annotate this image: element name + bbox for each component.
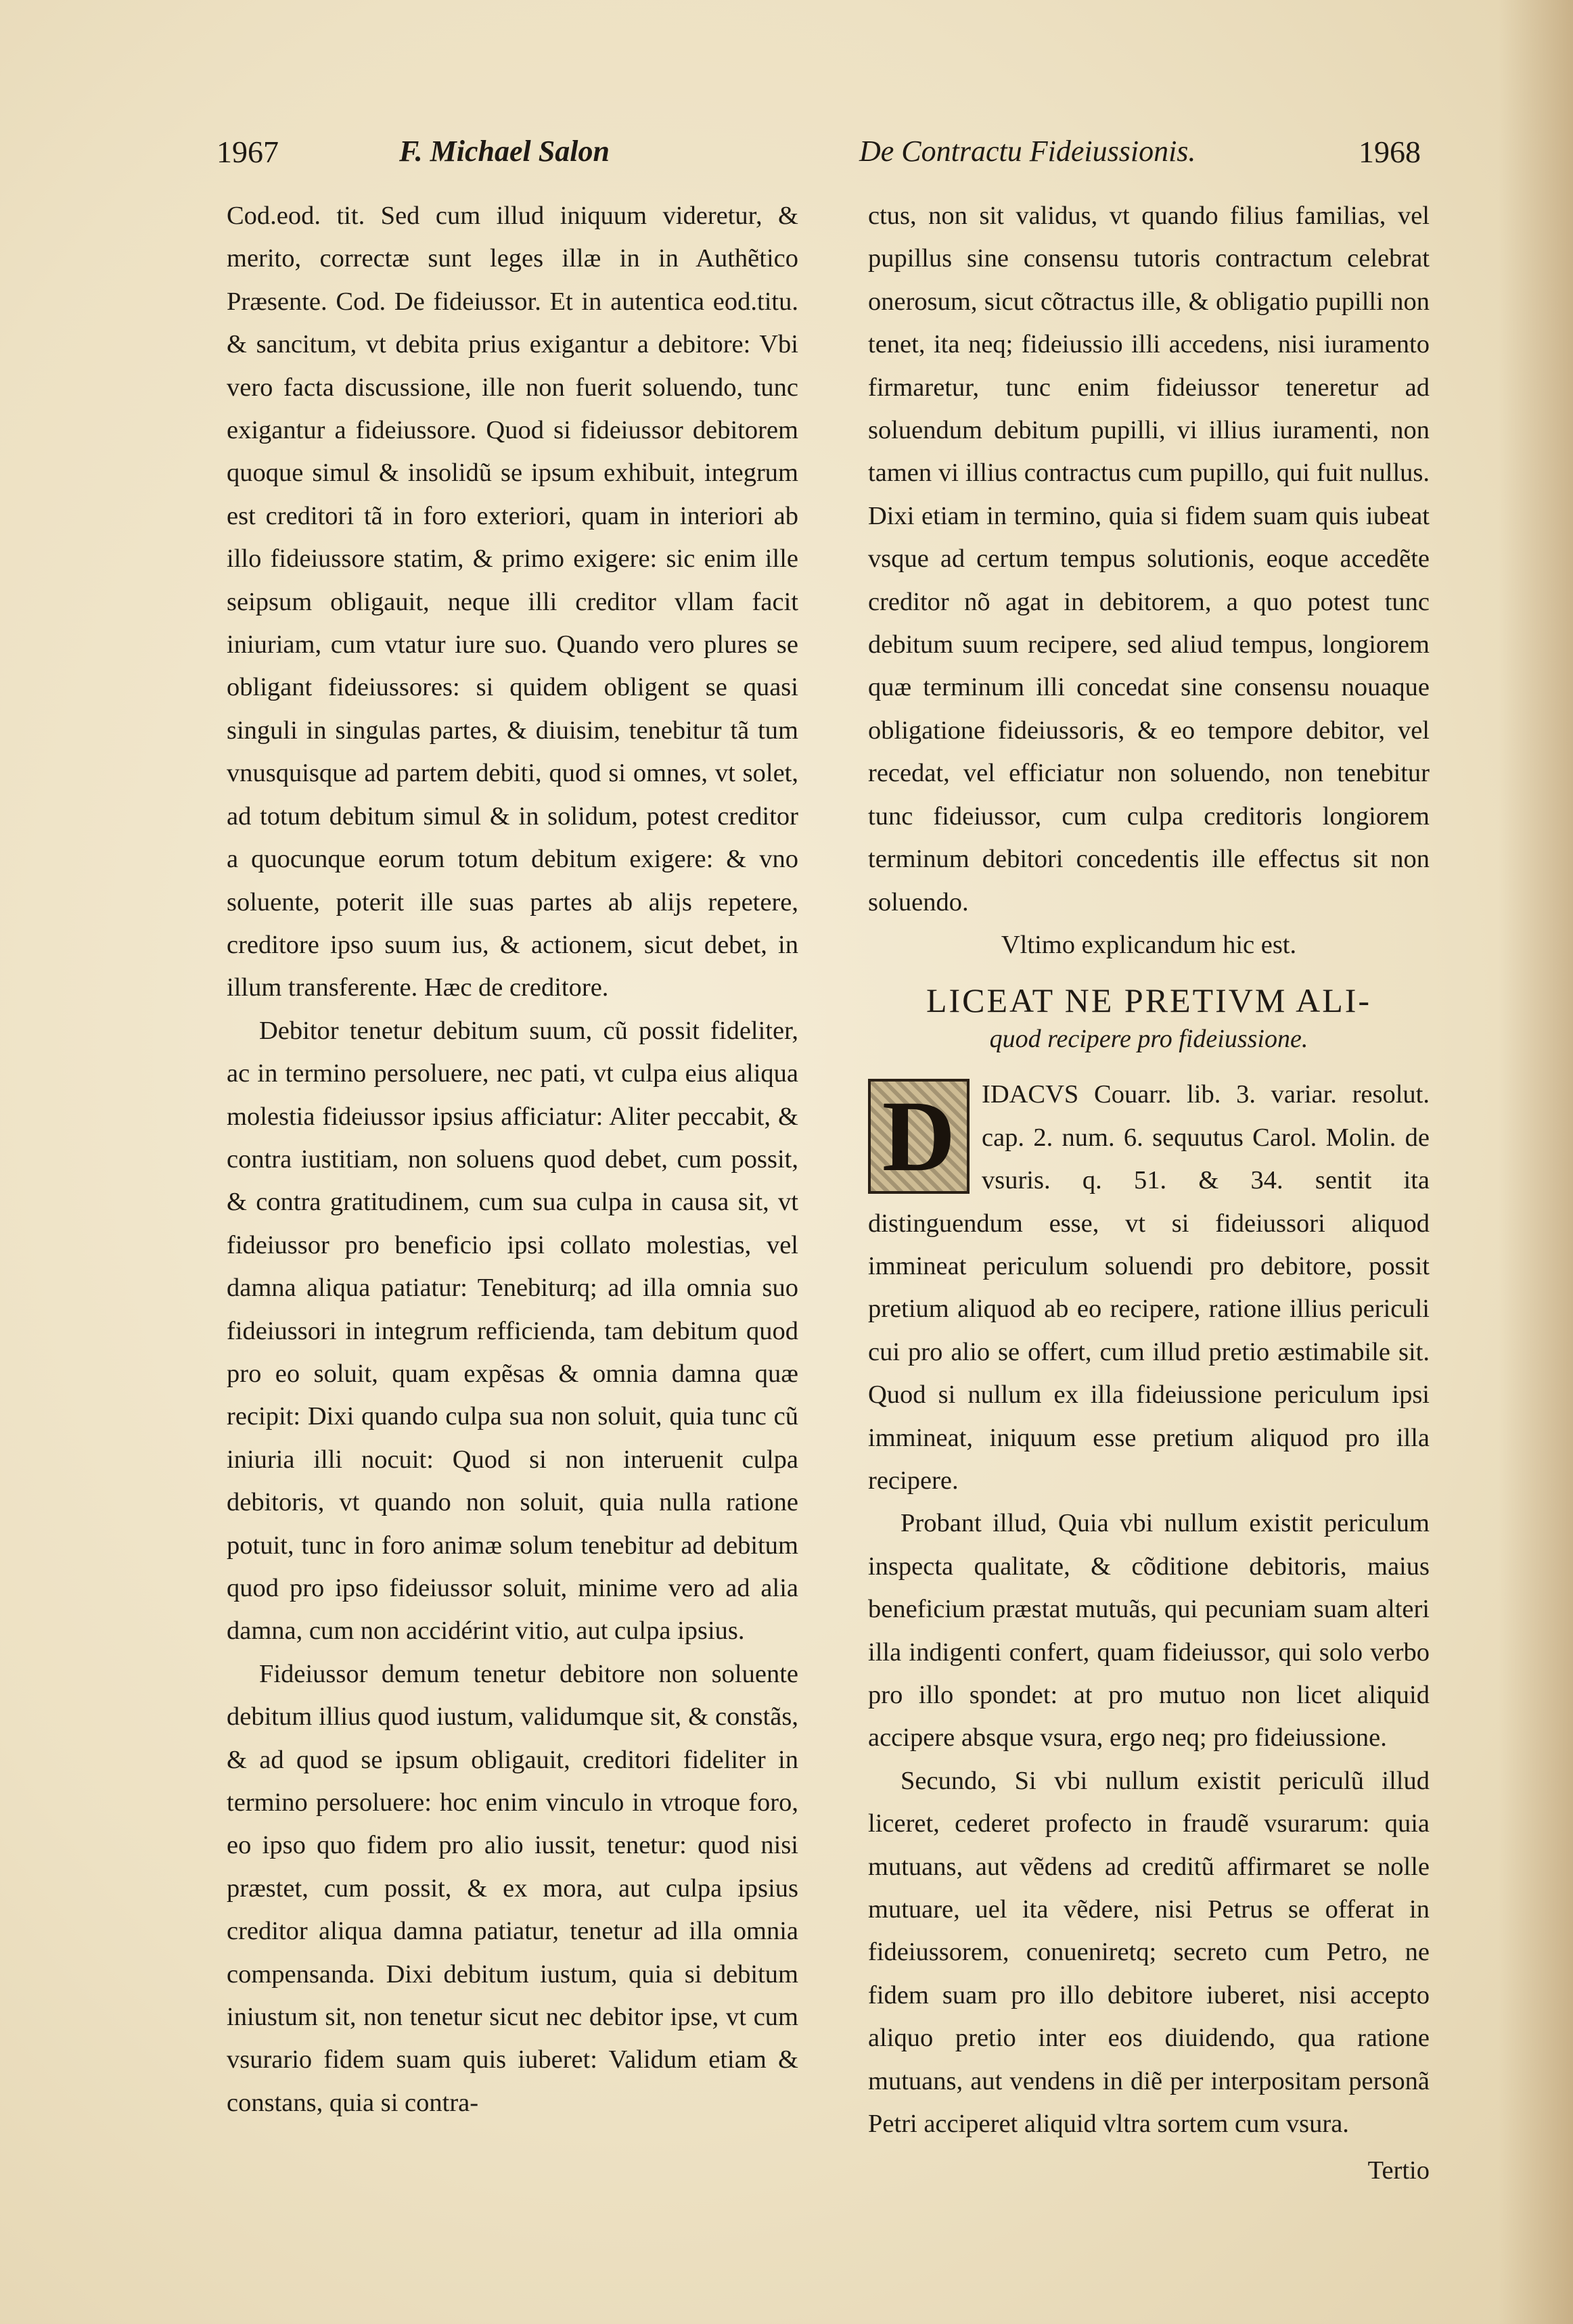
running-title-right: De Contractu Fideiussionis. [859,135,1196,168]
section-heading: LICEAT NE PRETIVM ALI- [926,981,1372,1020]
page-number-right: 1968 [1359,135,1421,169]
catchword: Tertio [1367,2156,1430,2185]
right-column [868,195,1430,2193]
running-title-left: F. Michael Salon [399,135,610,168]
paragraph: Cod.eod. tit. Sed cum illud iniquum videretur, & merito, correctæ sunt leges illæ in in Authẽtico Præsente. Cod. De fideiussor. Et in autentica eod.titu. & sancitum, vt debita prius exigantur a debitore: Vbi vero facta discussione, ille non fuerit soluendo, tunc exigantur a fideiussore. Quod si fideiussor debitorem quoque simul & insolidũ se ipsum exhibuit, integrum est creditori tã in foro exteriori, quam in interiori ab illo fideiussore statim, & primo exigere: sic enim ille seipsum obligauit, neque illi creditor vllam facit iniuriam, cum vtatur iure suo. Quando vero plures se obligant fideiussores: si quidem obligent se quasi singuli in singulas partes, & diuisim, tenebitur tã tum vnusquisque ad partem debiti, quod si omnes, vt solet, ad totum debitum simul & in solidum, potest creditor a quocunque eorum totum debitum exigere: & vno soluente, poterit ille suas partes ab alijs repetere, creditore ipso suum ius, & actionem, sicut debet, in illum transferente. Hæc de creditore. [227,202,798,1002]
paragraph: IDACVS Couarr. lib. 3. variar. resolut. cap. 2. num. 6. sequutus Carol. Molin. de vsuris. q. 51. & 34. sentit ita distinguendum esse, vt si fideiussori aliquod immineat periculum soluendi pro debitore, possit pretium aliquod ab eo recipere, ratione illius periculi cui pro alio se offert, cum illud pretio æstimabile sit. Quod si nullum ex illa fideiussione periculum ipsi immineat, iniquum esse pretium aliquod pro illa recipere. [868,1080,1430,1495]
running-header [216,127,1434,181]
dropcap-paragraph [868,1073,1430,1502]
decorated-initial: D [868,1079,970,1194]
closing-note: Vltimo explicandum hic est. [1001,930,1297,959]
paragraph: Probant illud, Quia vbi nullum existit periculum inspecta qualitate, & cõditione debitoris, maius beneficium præstat mutuãs, qui pecuniam suam alteri illa indigenti confert, quam fideiussor, qui solo verbo pro illo spondet: at pro mutuo non licet aliquid accipere absque vsura, ergo neq; pro fideiussione. [868,1509,1430,1752]
page-number-left: 1967 [216,135,279,169]
paragraph: Debitor tenetur debitum suum, cũ possit fideliter, ac in termino persoluere, nec pati, vt culpa eius aliqua molestia fideiussor ipsius afficiatur: Aliter peccabit, & contra iustitiam, non soluens quod debet, cum possit, & contra gratitudinem, cum sua culpa in causa sit, vt fideiussor pro beneficio ipsi collato molestias, vel damna aliqua patiatur: Tenebiturq; ad illa omnia suo fideiussori in integrum refficienda, tam debitum quod pro eo soluit, quam expẽsas & omnia damna quæ recipit: Dixi quando culpa sua non soluit, quia tunc cũ iniuria illi nocuit: Quod si non interuenit culpa debitoris, vt quando non soluit, quia nulla ratione potuit, tunc in foro animæ solum tenebitur ad debitum quod pro ipso fideiussor soluit, minime vero ad alia damna, cum non accidérint vitio, aut culpa ipsius. [227,1016,798,1646]
paragraph: Secundo, Si vbi nullum existit periculũ illud liceret, cederet profecto in fraudẽ vsurarum: quia mutuans, aut vẽdens ad creditũ affirmaret se nolle mutuare, uel ita vẽdere, nisi Petrus se offerat in fideiussorem, conueniretq; secreto cum Petro, ne fidem suam pro illo debitore iuberet, nisi accepto aliquo pretio inter eos diuidendo, qua ratione mutuans, aut vendens in diẽ per interpositam personã Petri acciperet aliquid vltra sortem cum vsura. [868,1766,1430,2139]
page-gutter-shadow [1499,0,1573,2324]
left-column [227,195,798,2124]
section-subheading: quod recipere pro fideiussione. [989,1025,1308,1054]
paragraph: Fideiussor demum tenetur debitore non soluente debitum illius quod iustum, validumque sit, & constãs, & ad quod se ipsum obligauit, creditori fideliter in termino persoluere: hoc enim vinculo in vtroque foro, eo ipso quo fidem pro alio iussit, tenetur: quod nisi præstet, cum possit, & ex mora, aut culpa ipsius creditor aliqua damna patiatur, tenetur ad illa omnia compensanda. Dixi debitum iustum, quia si debitum iniustum sit, non tenetur sicut nec debitor ipse, vt cum vsurario fidem suam quis iuberet: Validum etiam & constans, quia si contra- [227,1659,798,2117]
paragraph: ctus, non sit validus, vt quando filius familias, vel pupillus sine consensu tutoris contractum celebrat onerosum, sicut cõtractus ille, & obligatio pupilli non tenet, ita neq; fideiussio illi accedens, nisi iuramento firmaretur, tunc enim fideiussor teneretur ad soluendum debitum pupilli, vi illius iuramenti, non tamen vi illius contractus cum pupillo, qui fuit nullus. Dixi etiam in termino, quia si fidem suam quis iubeat vsque ad certum tempus solutionis, eoque accedẽte creditor nõ agat in debitorem, a quo potest tunc debitum suum recipere, sed aliud tempus, longiorem quæ terminum illi concedat sine consensu nouaque obligatione fideiussoris, & eo tempore debitor, vel recedat, vel efficiatur non soluendo, non tenebitur tunc fideiussor, cum culpa creditoris longiorem terminum debitori concedentis ille effectus sit non soluendo. [868,202,1430,916]
